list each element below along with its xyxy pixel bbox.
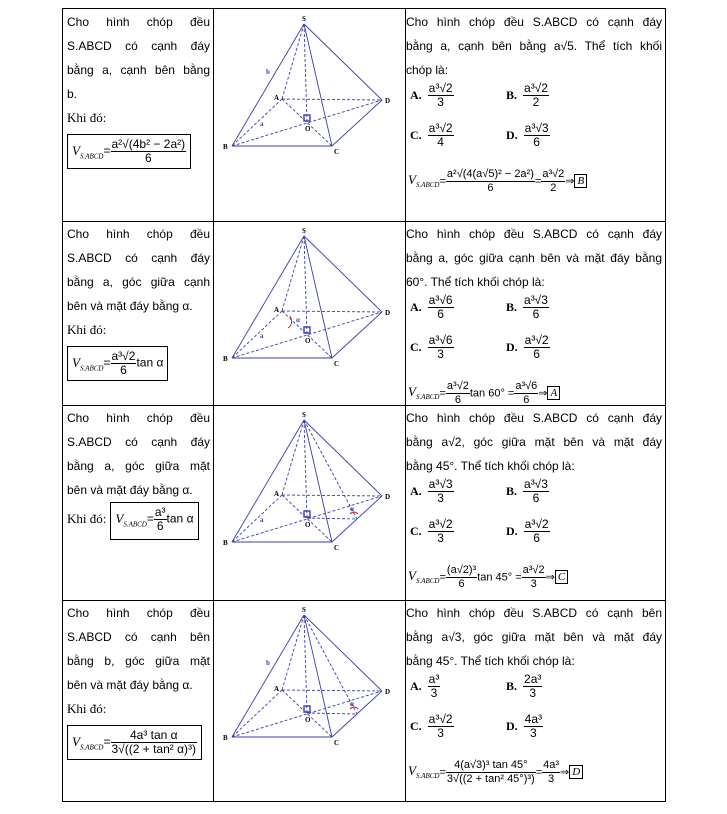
vertex-label-c: C	[334, 148, 340, 156]
implies-arrow: ⇒	[545, 571, 555, 584]
base-ab	[232, 311, 282, 358]
volume-subscript: S.ABCD	[79, 152, 104, 161]
fraction-numerator: a³√6	[515, 380, 538, 392]
pyramid-figure	[212, 226, 402, 376]
fraction-numerator: a³√2	[542, 168, 565, 180]
option-fraction	[428, 713, 454, 740]
edge-sb	[232, 24, 304, 146]
apothem-om	[307, 518, 357, 519]
options-grid	[406, 478, 662, 564]
answer-option[interactable]	[410, 294, 454, 321]
edge-label-a: a	[260, 120, 264, 128]
option-letter: B.	[506, 483, 518, 498]
base-ab	[232, 99, 282, 146]
formula-box	[110, 502, 198, 540]
fraction-denominator: 3√((2 + tan² α)³)	[111, 742, 197, 756]
equals-sign: =	[439, 175, 446, 188]
khi-do-label: Khi đó:	[67, 322, 107, 337]
fraction-numerator: a²√(4(a√5)² − 2a²)	[446, 168, 534, 180]
fraction-denominator: 3√((2 + tan² 45°)³)	[446, 773, 535, 785]
fraction-numerator: 4a³	[543, 759, 560, 771]
edge-sd	[304, 24, 382, 100]
formula-text-line: bên và mặt đáy bằng α.	[67, 299, 193, 313]
fraction-numerator: a³√3	[524, 121, 549, 135]
fraction-denominator: 6	[533, 531, 540, 545]
vertex-label-b: B	[223, 734, 228, 742]
figure-cell	[212, 605, 404, 758]
vertex-label-c: C	[334, 739, 340, 747]
question-line: Cho hình chóp đều S.ABCD có cạnh bên	[406, 606, 662, 620]
option-letter: C.	[410, 127, 422, 142]
solution-fraction	[446, 564, 477, 591]
option-letter: A.	[410, 299, 422, 314]
solution-volume-symbol	[408, 568, 440, 586]
formula-tail: tan α	[136, 355, 164, 370]
fraction-denominator: 3	[437, 531, 444, 545]
fraction-numerator: a³√6	[428, 293, 453, 307]
solution-fraction	[542, 759, 560, 786]
formula-fraction	[111, 729, 198, 756]
solution-fraction	[522, 564, 546, 591]
edge-sa	[282, 615, 304, 690]
formula-text-line: S.ABCD có cạnh đáy	[67, 251, 210, 265]
answer-option[interactable]	[410, 334, 454, 361]
options-grid	[406, 82, 662, 168]
volume-subscript: S.ABCD	[79, 743, 104, 752]
option-fraction	[428, 518, 454, 545]
fraction-denominator: 6	[458, 578, 465, 590]
answer-option[interactable]	[410, 122, 454, 149]
volume-letter: V	[408, 568, 416, 584]
edge-sb	[232, 420, 304, 542]
option-fraction	[523, 294, 549, 321]
fraction-denominator: 6	[437, 307, 444, 321]
edge-sd	[304, 236, 382, 312]
angle-label-alpha: α	[350, 700, 354, 708]
fraction-numerator: a³	[154, 505, 166, 519]
solution-fraction	[514, 380, 538, 407]
fraction-numerator: 2a³	[524, 672, 542, 686]
fraction-denominator: 3	[430, 686, 438, 700]
figure-cell	[212, 226, 404, 379]
equals-sign: =	[439, 387, 446, 400]
solution-line	[408, 759, 664, 786]
fraction-numerator: a³√2	[428, 517, 453, 531]
vertex-label-d: D	[385, 309, 391, 317]
question-line: Cho hình chóp đều S.ABCD có cạnh đáy	[406, 15, 662, 29]
base-cd	[332, 100, 382, 146]
formula-text-line: b.	[67, 87, 78, 101]
vertex-label-o: O	[305, 337, 311, 345]
edge-sd	[304, 420, 382, 496]
option-letter: B.	[506, 87, 518, 102]
vertex-label-d: D	[385, 688, 391, 696]
answer-option[interactable]	[506, 334, 550, 361]
option-letter: A.	[410, 483, 422, 498]
vertex-label-s: S	[302, 411, 306, 419]
fraction-denominator: 4	[437, 135, 444, 149]
equals-sign: =	[439, 571, 446, 584]
fraction-numerator: a³√6	[428, 333, 453, 347]
base-cd	[332, 312, 382, 358]
height-so	[304, 236, 307, 334]
base-ad	[282, 495, 382, 496]
volume-subscript: S.ABCD	[123, 520, 147, 529]
diag-bd	[232, 312, 382, 358]
angle-label-alpha: α	[296, 316, 300, 324]
question-line: bằng a, cạnh bên bằng a√5. Thể tích khối	[406, 39, 662, 53]
formula-box-wrap	[67, 134, 210, 169]
exercise-cell	[406, 222, 662, 407]
answer-option[interactable]	[506, 713, 543, 740]
answer-option[interactable]	[410, 673, 440, 700]
table-row	[62, 599, 666, 802]
vertex-label-s: S	[302, 606, 306, 614]
formula-text-line: bằng a, góc giữa cạnh	[67, 275, 210, 289]
fraction-numerator: a³√2	[524, 333, 549, 347]
vertex-label-o: O	[305, 716, 311, 724]
equals-sign: =	[534, 175, 542, 188]
formula-caption-line	[67, 318, 210, 342]
vertex-label-b: B	[223, 143, 228, 151]
formula-fraction	[111, 350, 137, 377]
answer-option[interactable]	[506, 82, 549, 109]
question-line: bằng 45°. Thể tích khối chóp là:	[406, 459, 575, 473]
option-fraction	[428, 478, 454, 505]
base-ad	[282, 690, 382, 691]
fraction-denominator: 6	[156, 519, 164, 533]
vertex-label-a: A	[274, 685, 280, 693]
formula-volume-symbol	[72, 354, 104, 373]
table-row	[62, 404, 666, 599]
pyramid-figure	[212, 410, 402, 560]
formula-text-line: bằng a, cạnh bên bằng	[67, 63, 210, 77]
edge-sa	[282, 420, 304, 495]
solution-line	[408, 380, 664, 407]
formula-box	[67, 346, 168, 381]
volume-subscript: S.ABCD	[415, 393, 440, 402]
figure-cell	[212, 14, 404, 167]
diag-ac	[282, 99, 332, 146]
fraction-numerator: a³√3	[524, 477, 548, 491]
volume-letter: V	[72, 142, 80, 158]
diag-bd	[232, 100, 382, 146]
equals-sign: =	[535, 766, 543, 779]
height-so	[304, 24, 307, 122]
vertex-label-d: D	[385, 97, 391, 105]
volume-letter: V	[408, 763, 416, 779]
formula-text-line: bằng a, góc giữa mặt	[67, 459, 210, 473]
formula-text-line: Cho hình chóp đều	[67, 227, 210, 241]
fraction-numerator: a²√(4b² − 2a²)	[111, 137, 186, 151]
fraction-denominator: 3	[530, 578, 537, 590]
solution-middle: tan 60° =	[469, 387, 515, 400]
volume-letter: V	[72, 354, 80, 370]
formula-fraction	[154, 506, 167, 533]
answer-option[interactable]	[410, 478, 454, 505]
fraction-denominator: 6	[454, 394, 461, 406]
equals-sign: =	[103, 355, 111, 370]
formula-text-line: S.ABCD có cạnh bên	[67, 630, 210, 644]
khi-do-label: Khi đó:	[67, 701, 107, 716]
fraction-denominator: 6	[533, 135, 540, 149]
option-fraction	[524, 518, 550, 545]
fraction-denominator: 6	[532, 307, 540, 321]
implies-arrow: ⇒	[538, 387, 548, 400]
fraction-numerator: a³√2	[111, 349, 136, 363]
solution-volume-symbol	[408, 384, 440, 402]
option-letter: D.	[506, 718, 518, 733]
fraction-numerator: a³√2	[428, 81, 453, 95]
edge-sa	[282, 236, 304, 311]
fraction-denominator: 3	[548, 773, 555, 785]
equals-sign: =	[439, 766, 446, 779]
vertex-label-o: O	[305, 125, 311, 133]
option-fraction	[524, 713, 543, 740]
option-fraction	[524, 122, 550, 149]
edge-label-b: b	[266, 659, 270, 667]
volume-letter: V	[408, 172, 416, 188]
base-ad	[282, 311, 382, 312]
vertex-label-b: B	[223, 355, 228, 363]
formula-text-line: bên và mặt đáy bằng α.	[67, 678, 193, 692]
solution-fraction	[541, 168, 565, 195]
volume-letter: V	[115, 510, 124, 526]
question-line: bằng a, góc giữa cạnh bên và mặt đáy bằng	[406, 251, 662, 265]
formula-box-wrap	[67, 725, 210, 760]
fraction-denominator: 6	[532, 491, 540, 505]
base-ad	[282, 99, 382, 100]
fraction-numerator: a³	[428, 672, 440, 686]
equals-sign: =	[146, 511, 154, 526]
fraction-denominator: 6	[144, 151, 152, 165]
edge-label-a: a	[260, 516, 264, 524]
table-row	[62, 8, 666, 220]
fraction-denominator: 6	[533, 347, 540, 361]
fraction-numerator: a³√3	[428, 477, 453, 491]
formula-cell	[67, 601, 210, 760]
fraction-numerator: a³√2	[524, 517, 549, 531]
formula-caption-line	[67, 106, 210, 130]
answer-option[interactable]	[506, 478, 549, 505]
formula-box-wrap	[67, 346, 210, 381]
option-fraction	[428, 673, 441, 700]
options-grid	[406, 294, 662, 380]
formula-tail: tan α	[166, 511, 194, 526]
pyramid-figure	[212, 14, 402, 164]
fraction-numerator: a³√2	[522, 564, 545, 576]
formula-text-line: S.ABCD có cạnh đáy	[67, 435, 210, 449]
option-letter: C.	[410, 523, 422, 538]
fraction-numerator: 4a³ tan α	[111, 729, 198, 743]
vertex-label-a: A	[274, 490, 280, 498]
fraction-denominator: 6	[523, 394, 530, 406]
option-letter: B.	[506, 678, 518, 693]
answer-option[interactable]	[506, 294, 549, 321]
fraction-denominator: 6	[487, 182, 494, 194]
pyramid-figure	[212, 605, 402, 755]
fraction-denominator: 3	[437, 491, 444, 505]
volume-subscript: S.ABCD	[415, 577, 440, 586]
fraction-numerator: a³√2	[428, 712, 453, 726]
solution-volume-symbol	[408, 763, 440, 781]
angle-label-alpha: α	[350, 505, 354, 513]
height-so	[304, 420, 307, 518]
exercise-cell	[406, 601, 662, 786]
option-fraction	[523, 673, 542, 700]
option-letter: A.	[410, 678, 422, 693]
formula-cell	[67, 222, 210, 381]
formula-volume-symbol	[72, 142, 104, 161]
fraction-numerator: a³√3	[524, 293, 548, 307]
formula-volume-symbol	[72, 733, 104, 752]
option-fraction	[428, 82, 454, 109]
fraction-denominator: 3	[437, 347, 444, 361]
edge-label-a: a	[260, 332, 264, 340]
edge-sd	[304, 615, 382, 691]
question-line: bằng a√3, góc giữa mặt bên và mặt đáy	[406, 630, 662, 644]
formula-cell	[67, 406, 210, 536]
fraction-numerator: 4(a√3)³ tan 45°	[446, 759, 536, 773]
formula-text-line: S.ABCD có cạnh đáy	[67, 39, 210, 53]
option-fraction	[428, 122, 454, 149]
formula-text-line: Cho hình chóp đều	[67, 15, 210, 29]
exercise-cell	[406, 406, 662, 591]
edge-label-b: b	[266, 68, 270, 76]
formula-box	[67, 725, 202, 760]
answer-option[interactable]	[506, 122, 550, 149]
fraction-denominator: 2	[532, 95, 540, 109]
fraction-denominator: 2	[550, 182, 557, 194]
volume-letter: V	[408, 384, 416, 400]
fraction-denominator: 3	[437, 726, 444, 740]
equals-sign: =	[103, 143, 111, 158]
fraction-denominator: 3	[437, 95, 444, 109]
vertex-label-c: C	[334, 544, 340, 552]
fraction-numerator: a³√2	[446, 380, 469, 392]
question-line: 60°. Thể tích khối chóp là:	[406, 275, 545, 289]
formula-fraction	[111, 138, 187, 165]
diag-bd	[232, 496, 382, 542]
option-letter: D.	[506, 127, 518, 142]
question-line: bằng a√2, góc giữa mặt bên và mặt đáy	[406, 435, 662, 449]
option-fraction	[428, 334, 454, 361]
answer-box: B	[574, 174, 587, 188]
option-fraction	[523, 478, 549, 505]
vertex-label-a: A	[274, 94, 280, 102]
option-letter: A.	[410, 87, 422, 102]
fraction-numerator: a³√2	[524, 81, 548, 95]
answer-option[interactable]	[506, 673, 542, 700]
exercise-cell	[406, 10, 662, 195]
fraction-numerator: 4a³	[524, 712, 543, 726]
vertex-label-c: C	[334, 360, 340, 368]
volume-subscript: S.ABCD	[415, 772, 440, 781]
solution-fraction	[446, 168, 535, 195]
vertex-label-a: A	[274, 306, 280, 314]
option-letter: C.	[410, 339, 422, 354]
solution-fraction	[446, 759, 536, 786]
vertex-label-o: O	[305, 521, 311, 529]
vertex-label-b: B	[223, 539, 228, 547]
answer-option[interactable]	[410, 518, 454, 545]
answer-box: D	[569, 765, 583, 779]
equals-sign: =	[103, 734, 111, 749]
fraction-denominator: 6	[120, 363, 127, 377]
formula-volume-symbol	[115, 510, 147, 529]
answer-option[interactable]	[410, 82, 454, 109]
diag-bd	[232, 691, 382, 737]
diag-ac	[282, 311, 332, 358]
khi-do-label: Khi đó:	[67, 110, 107, 125]
solution-fraction	[446, 380, 470, 407]
formula-text-line: bằng b, góc giữa mặt	[67, 654, 210, 668]
vertex-label-d: D	[385, 493, 391, 501]
option-fraction	[524, 334, 550, 361]
base-ab	[232, 690, 282, 737]
formula-cell	[67, 10, 210, 169]
formula-text-line: Cho hình chóp đều	[67, 411, 210, 425]
height-so	[304, 615, 307, 713]
figure-cell	[212, 410, 404, 563]
option-letter: B.	[506, 299, 518, 314]
option-letter: D.	[506, 523, 518, 538]
option-fraction	[523, 82, 549, 109]
option-letter: D.	[506, 339, 518, 354]
solution-line	[408, 168, 664, 195]
option-letter: C.	[410, 718, 422, 733]
volume-subscript: S.ABCD	[79, 364, 104, 373]
edge-sb	[232, 615, 304, 737]
edge-sa	[282, 24, 304, 99]
implies-arrow: ⇒	[560, 766, 570, 779]
table-row	[62, 220, 666, 404]
fraction-numerator: (a√2)³	[446, 564, 477, 576]
formula-text-line: Cho hình chóp đều	[67, 606, 210, 620]
implies-arrow: ⇒	[565, 175, 575, 188]
options-grid	[406, 673, 662, 759]
answer-box: A	[547, 386, 560, 400]
fraction-denominator: 3	[530, 726, 537, 740]
base-ab	[232, 495, 282, 542]
apothem-om	[307, 713, 357, 714]
answer-box: C	[555, 570, 568, 584]
formula-caption-line	[67, 697, 210, 721]
formula-box	[67, 134, 191, 169]
vertex-label-s: S	[302, 227, 306, 235]
question-line: chóp là:	[406, 63, 449, 77]
edge-sb	[232, 236, 304, 358]
fraction-numerator: a³√2	[428, 121, 453, 135]
volume-subscript: S.ABCD	[415, 181, 440, 190]
answer-option[interactable]	[506, 518, 550, 545]
solution-line	[408, 564, 664, 591]
vertex-label-s: S	[302, 15, 306, 23]
formula-text-line: bên và mặt đáy bằng α.	[67, 483, 193, 497]
solution-volume-symbol	[408, 172, 440, 190]
option-fraction	[428, 294, 454, 321]
question-line: Cho hình chóp đều S.ABCD có cạnh đáy	[406, 411, 662, 425]
solution-middle: tan 45° =	[477, 571, 522, 584]
khi-do-label: Khi đó:	[67, 510, 107, 526]
volume-letter: V	[72, 733, 80, 749]
formula-caption-line	[67, 502, 210, 536]
question-line: bằng 45°. Thể tích khối chóp là:	[406, 654, 575, 668]
question-line: Cho hình chóp đều S.ABCD có cạnh đáy	[406, 227, 662, 241]
fraction-denominator: 3	[529, 686, 537, 700]
answer-option[interactable]	[410, 713, 454, 740]
